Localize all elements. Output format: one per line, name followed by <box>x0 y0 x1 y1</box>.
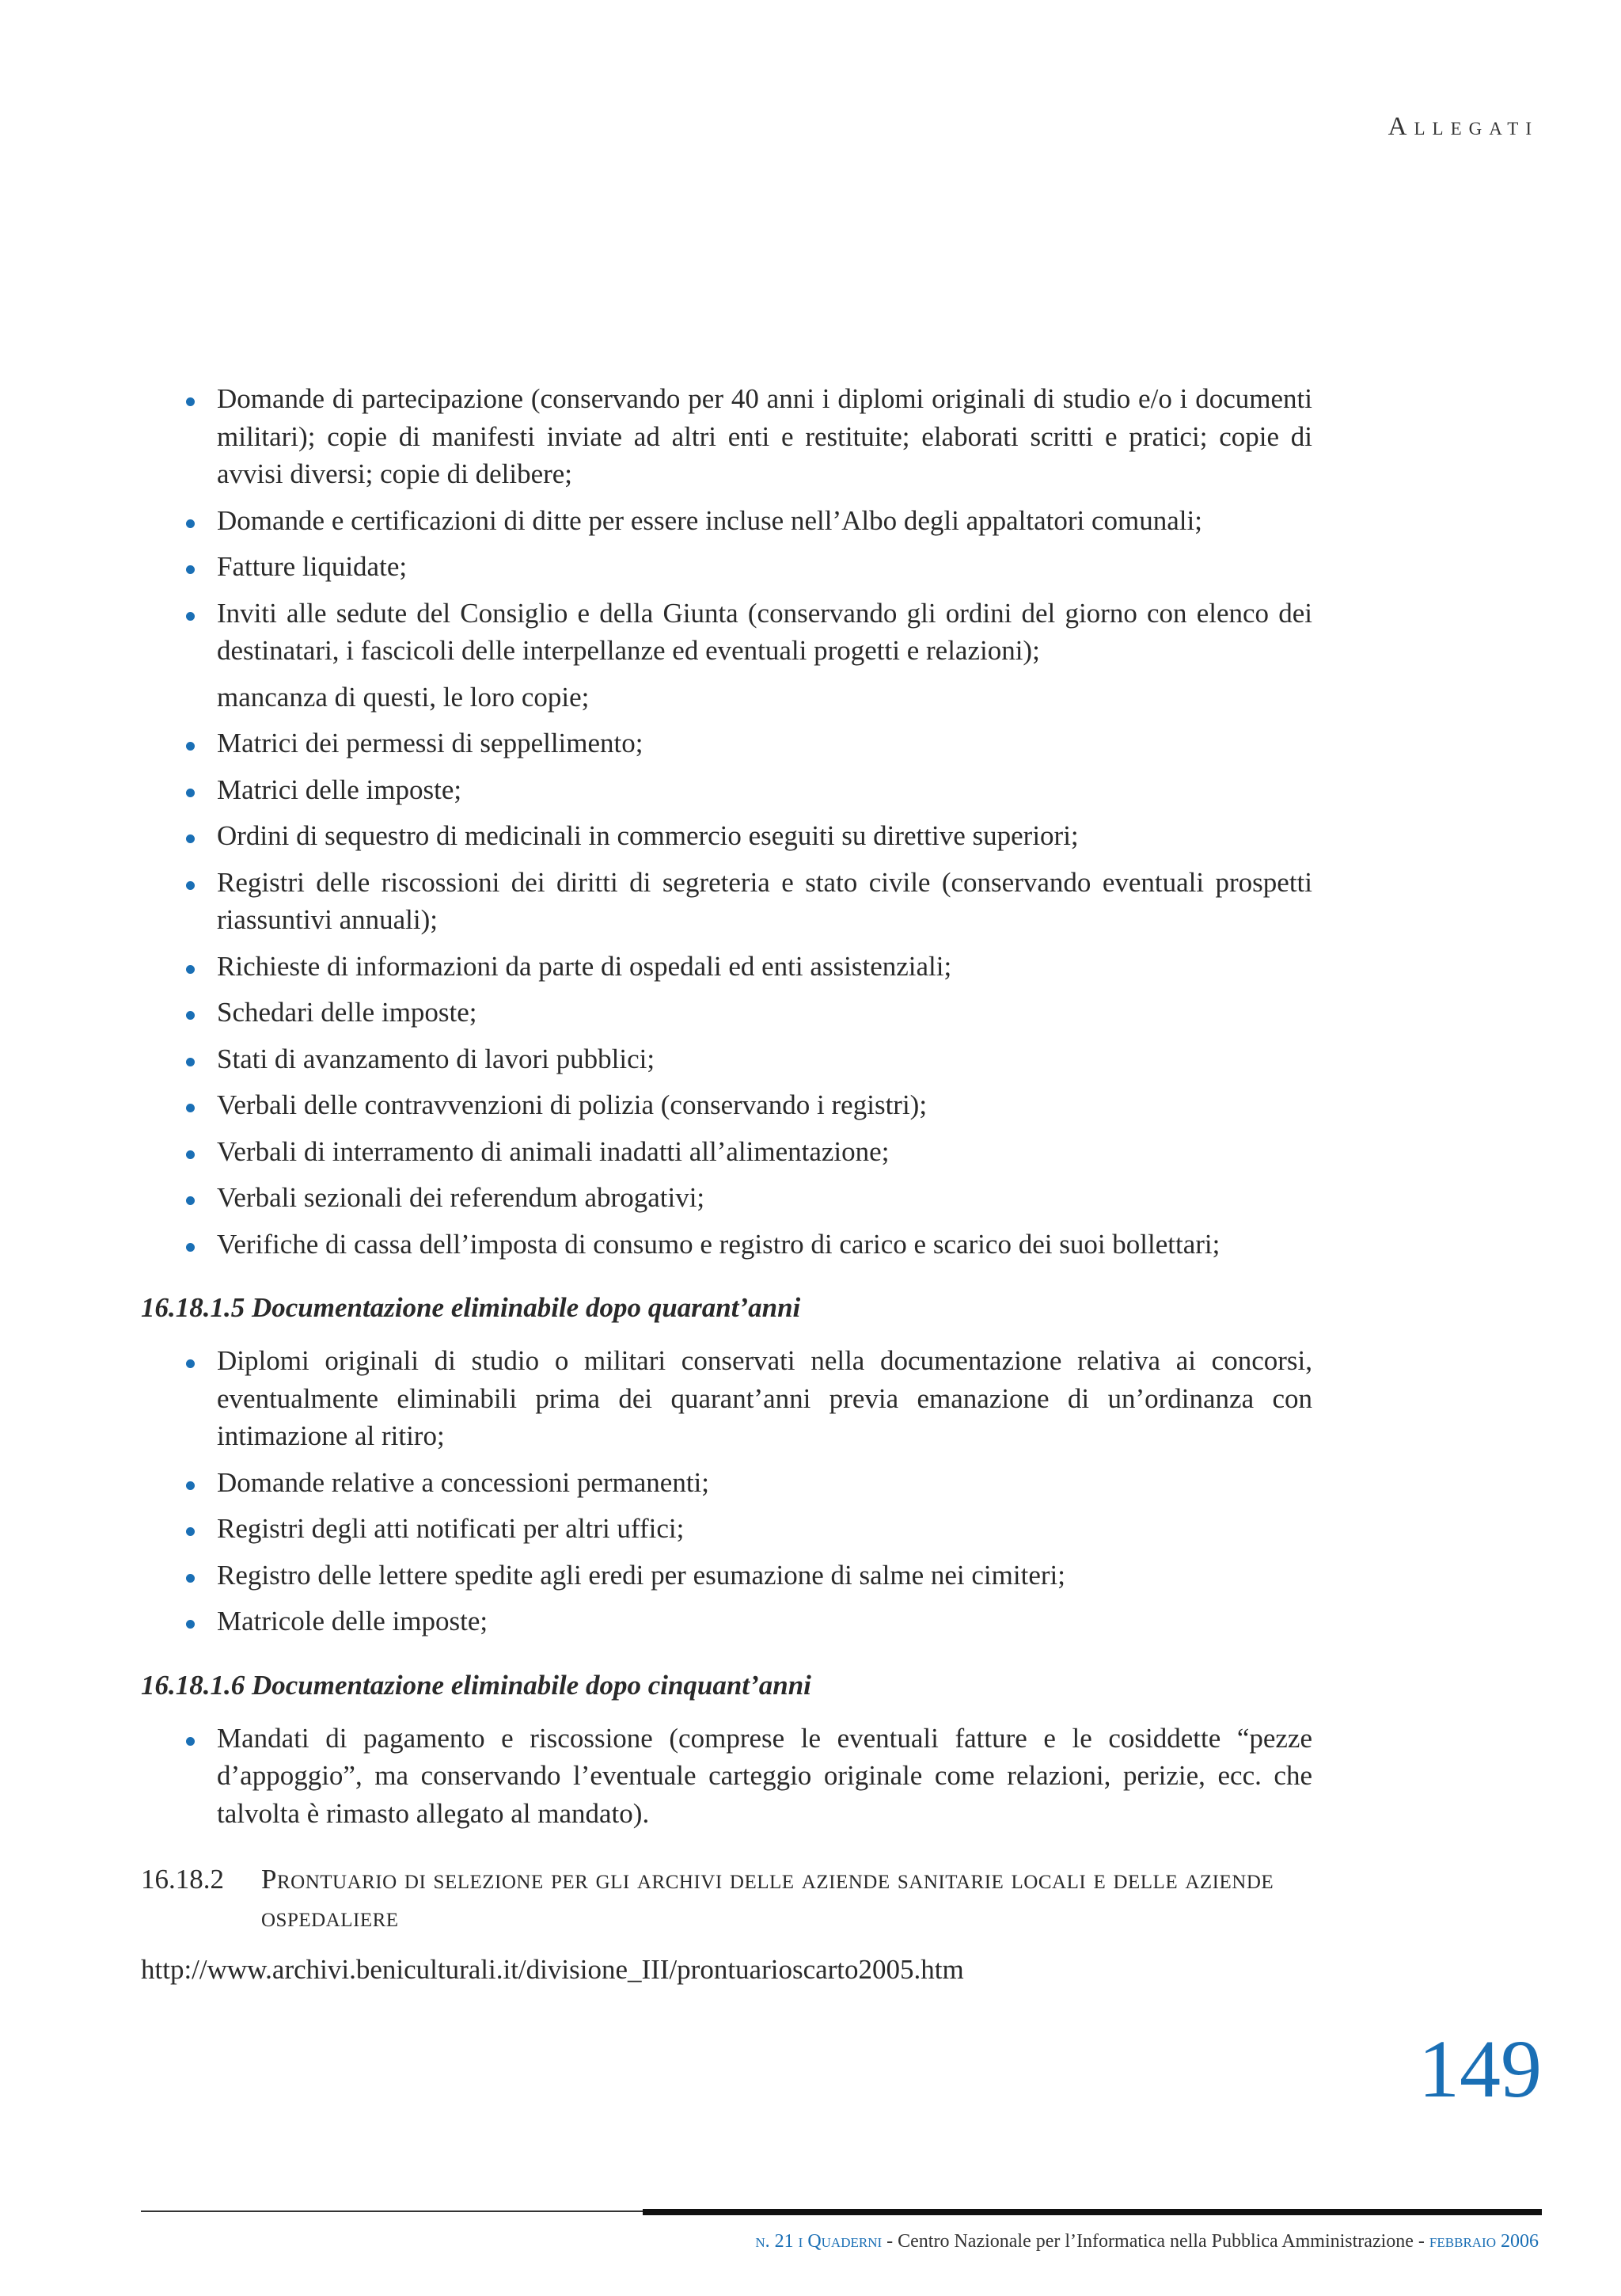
list-item: Registro delle lettere spedite agli eredi per esumazione di salme nei cimiteri; <box>141 1557 1312 1595</box>
list-item: Diplomi originali di studio o militari conservati nella documentazione relativa ai concorsi, eventualmente eliminabili prima dei quarant’anni previa emanazione di un’ordinanza con intimazione al ritiro; <box>141 1342 1312 1455</box>
list-item: Verifiche di cassa dell’imposta di consumo e registro di carico e scarico dei suoi bollettari; <box>141 1226 1312 1264</box>
bullet-list-1 <box>141 380 1312 1263</box>
list-item: Verbali delle contravvenzioni di polizia (conservando i registri); <box>141 1086 1312 1124</box>
page-number: 149 <box>1418 2024 1542 2115</box>
bullet-list-2 <box>141 1342 1312 1640</box>
list-item-continuation: mancanza di questi, le loro copie; <box>217 681 590 713</box>
list-item: Mandati di pagamento e riscossione (comprese le eventuali fatture e le cosiddette “pezze d’appoggio”, ma conservando l’eventuale carteggio originale come relazioni, perizie, ecc. che talvolta è rimasto allegato al mandato). <box>141 1720 1312 1833</box>
list-item: Registri degli atti notificati per altri uffici; <box>141 1510 1312 1548</box>
list-item: Fatture liquidate; <box>141 548 1312 586</box>
running-head: Allegati <box>1388 112 1539 141</box>
section-heading-quarant-anni: 16.18.1.5 Documentazione eliminabile dopo quarant’anni <box>141 1292 801 1323</box>
list-item: Domande di partecipazione (conservando per 40 anni i diplomi originali di studio e/o i documenti militari); copie di manifesti inviate ad altri enti e restituite; elaborati scritti e pratici; copie di avvisi diversi; copie di delibere; <box>141 380 1312 493</box>
list-item: Domande relative a concessioni permanenti; <box>141 1464 1312 1502</box>
list-item: Schedari delle imposte; <box>141 994 1312 1032</box>
list-item: Verbali sezionali dei referendum abrogativi; <box>141 1179 1312 1217</box>
footer-org: Centro Nazionale per l’Informatica nella Pubblica Amministrazione <box>898 2231 1414 2252</box>
bullet-list-3 <box>141 1720 1312 1833</box>
list-item: Domande e certificazioni di ditte per essere incluse nell’Albo degli appaltatori comunali; <box>141 502 1312 540</box>
section-heading-cinquant-anni: 16.18.1.6 Documentazione eliminabile dopo cinquant’anni <box>141 1669 811 1701</box>
subsection-title: Prontuario di selezione per gli archivi delle aziende sanitarie locali e delle aziende ospedaliere <box>261 1864 1274 1933</box>
reference-url[interactable]: http://www.archivi.beniculturali.it/divisione_III/prontuarioscarto2005.htm <box>141 1954 964 1985</box>
subsection-heading <box>141 1861 1312 1937</box>
list-item: Richieste di informazioni da parte di ospedali ed enti assistenziali; <box>141 948 1312 986</box>
list-item: Registri delle riscossioni dei diritti di segreteria e stato civile (conservando eventuali prospetti riassuntivi annuali); <box>141 864 1312 939</box>
footer-issue: n. 21 i Quaderni <box>755 2231 883 2252</box>
main-content <box>141 380 1312 1989</box>
list-item: Stati di avanzamento di lavori pubblici; <box>141 1040 1312 1078</box>
footer-date: febbraio 2006 <box>1429 2231 1539 2252</box>
footer-rule-thick <box>643 2209 1542 2215</box>
footer-separator: - <box>882 2231 898 2252</box>
list-item: Verbali di interramento di animali inadatti all’alimentazione; <box>141 1133 1312 1171</box>
list-item: Matrici delle imposte; <box>141 771 1312 809</box>
list-item: Matrici dei permessi di seppellimento; <box>141 724 1312 762</box>
list-item: Matricole delle imposte; <box>141 1602 1312 1640</box>
footer <box>755 2231 1539 2252</box>
subsection-number: 16.18.2 <box>141 1864 224 1895</box>
list-item: Ordini di sequestro di medicinali in commercio eseguiti su direttive superiori; <box>141 817 1312 855</box>
list-item: Inviti alle sedute del Consiglio e della Giunta (conservando gli ordini del giorno con elenco dei destinatari, i fascicoli delle interpellanze ed eventuali progetti e relazioni); <box>141 595 1312 670</box>
footer-separator: - <box>1413 2231 1429 2252</box>
footer-rule-thin <box>141 2210 643 2212</box>
